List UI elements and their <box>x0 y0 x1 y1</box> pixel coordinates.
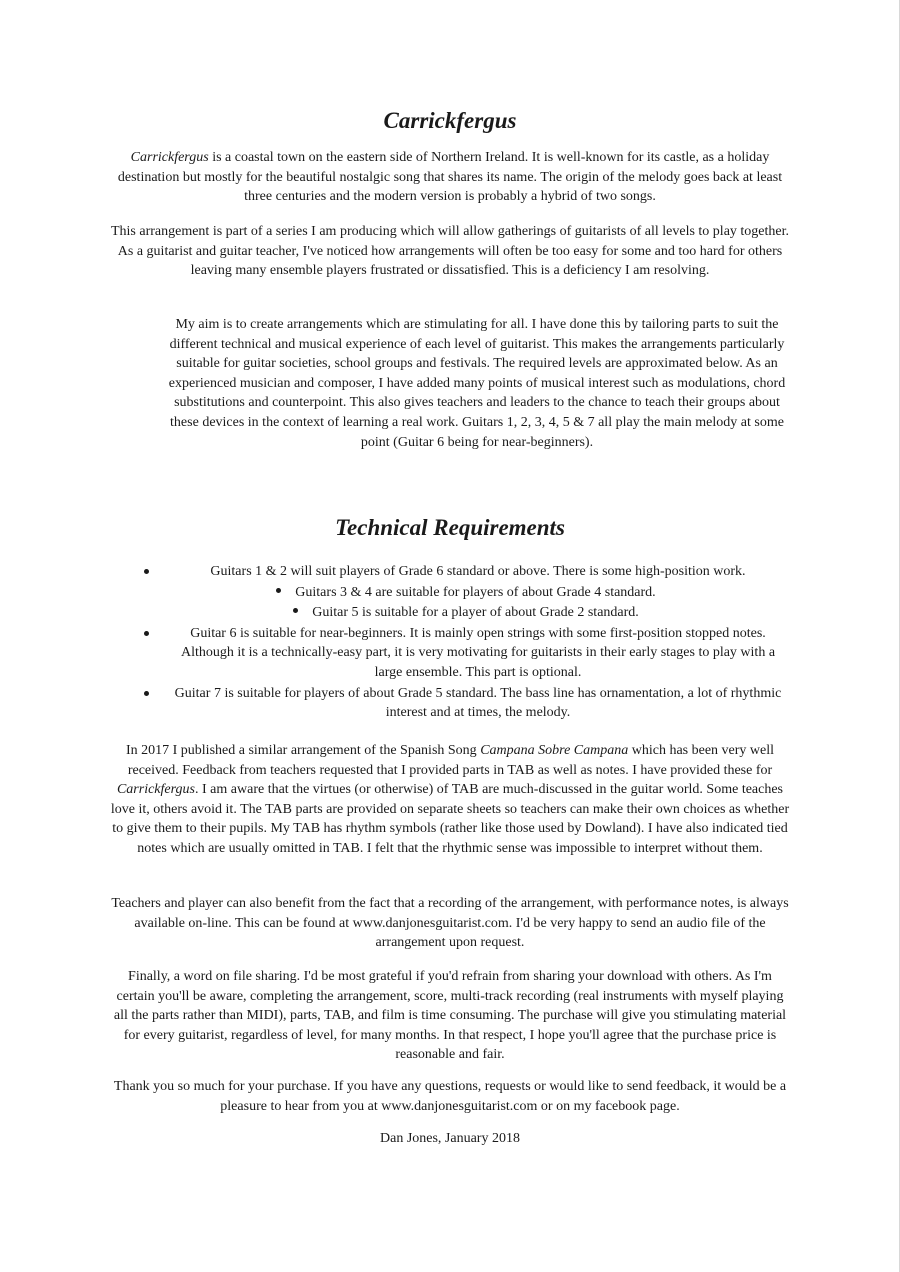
thanks-paragraph: Thank you so much for your purchase. If you have any questions, requests or would like to send feedback, it would be a pleasure to hear from you at www.danjonesguitarist.com or on my facebook page. <box>113 1079 787 1114</box>
recording-paragraph: Teachers and player can also benefit from the fact that a recording of the arrangement, with performance notes, is always available on-line. This can be found at www.danjonesguitarist.com. I'd be very happy to send an audio file of the arrangement upon request. <box>111 896 789 951</box>
list-item <box>142 583 790 603</box>
tab-paragraph-text-a: In 2017 I published a similar arrangement of the Spanish Song <box>125 743 481 758</box>
requirement-text: Guitar 6 is suitable for near-beginners. It is mainly open strings with some first-position stopped notes. Although it is a technically-easy part, it is very motivating for guitarists in their early stages to play with a large ensemble. This part is optional. <box>180 625 776 680</box>
bullet-icon <box>293 608 298 613</box>
bullet-icon <box>144 631 149 636</box>
intro-paragraph-1-text: is a coastal town on the eastern side of Northern Ireland. It is well-known for its castle, as a holiday destination but mostly for the beautiful nostalgic song that shares its name. The origin of the melody goes back at least three centuries and the modern version is probably a hybrid of two songs. <box>117 150 783 205</box>
requirement-text: Guitars 3 & 4 are suitable for players of about Grade 4 standard. <box>295 584 656 600</box>
requirement-text: Guitar 7 is suitable for players of about Grade 5 standard. The bass line has ornamentation, a lot of rhythmic interest and at times, the melody. <box>174 685 782 721</box>
bullet-icon <box>276 588 281 593</box>
piece-title-italic: Carrickfergus <box>116 782 196 798</box>
section-title-technical: Technical Requirements <box>335 515 565 540</box>
list-item <box>142 684 790 723</box>
list-item <box>142 624 790 683</box>
tab-paragraph-text-e: . I am aware that the virtues (or otherwise) of TAB are much-discussed in the guitar world. Some teaches love it, others avoid it. The TAB parts are provided on separate sheets so teachers can make their own choices as whether to give them to their pupils. My TAB has rhythm symbols (rather like those used by Dowland). I have also indicated tied notes which are usually omitted in TAB. I felt that the rhythmic sense was impossible to interpret without them. <box>110 782 790 856</box>
requirements-list <box>142 562 790 724</box>
intro-paragraph-1 <box>108 148 792 207</box>
tab-paragraph-text-c: which has been very well received. Feedback from teachers requested that I provided parts in TAB as well as notes. I have provided these for <box>127 743 775 778</box>
sharing-paragraph: Finally, a word on file sharing. I'd be most grateful if you'd refrain from sharing your download with others. As I'm certain you'll be aware, completing the arrangement, score, multi-track recording (real instruments with myself playing all the parts rather than MIDI), parts, TAB, and film is time consuming. The purchase will give you stimulating material for every guitarist, regardless of level, for many months. In that respect, I hope you'll agree that the purchase price is reasonable and fair. <box>113 969 787 1063</box>
intro-paragraph-2: This arrangement is part of a series I am producing which will allow gatherings of guitarists of all levels to play together. As a guitarist and guitar teacher, I've noticed how arrangements will often be too easy for some and too hard for others leaving many ensemble players frustrated or dissatisfied. This is a deficiency I am resolving. <box>110 224 790 279</box>
requirement-text: Guitar 5 is suitable for a player of about Grade 2 standard. <box>312 605 639 621</box>
song-title-italic: Campana Sobre Campana <box>480 743 629 758</box>
intro-paragraph-3: My aim is to create arrangements which are stimulating for all. I have done this by tailoring parts to suit the different technical and musical experience of each level of guitarist. This makes the arrangements particularly suitable for guitar societies, school groups and festivals. The required levels are approximated below. As an experienced musician and composer, I have added many points of musical interest such as modulations, chord substitutions and counterpoint. This also gives teachers and leaders to the chance to teach their groups about these devices in the context of learning a real work. Guitars 1, 2, 3, 4, 5 & 7 all play the main melody at some point (Guitar 6 being for near-beginners). <box>168 317 786 450</box>
requirement-text: Guitars 1 & 2 will suit players of Grade 6 standard or above. There is some high-position work. <box>210 564 746 579</box>
bullet-icon <box>144 569 149 574</box>
signature: Dan Jones, January 2018 <box>380 1131 520 1146</box>
tab-paragraph <box>108 741 792 859</box>
list-item <box>142 562 790 582</box>
page-title: Carrickfergus <box>383 108 517 133</box>
list-item <box>142 603 790 623</box>
intro-italic-title: Carrickfergus <box>130 150 209 165</box>
bullet-icon <box>144 691 149 696</box>
